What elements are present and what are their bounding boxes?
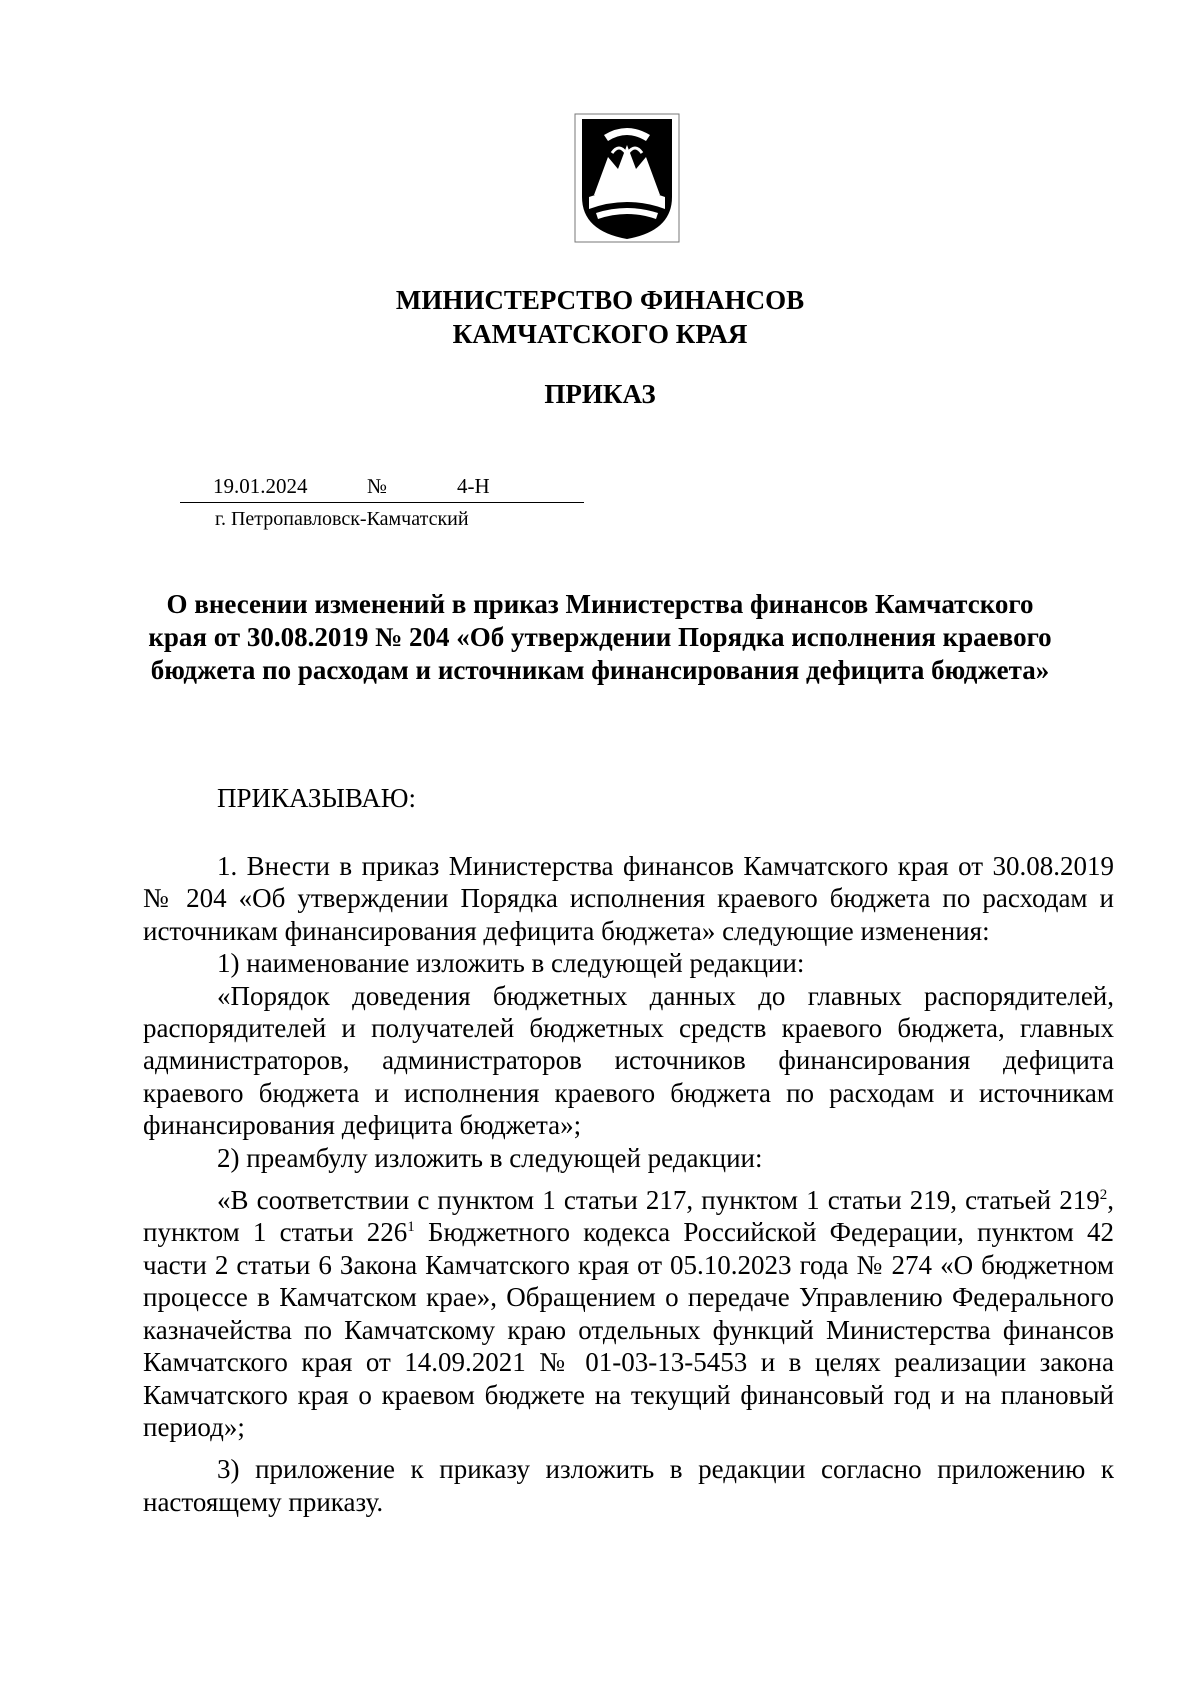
order-date: 19.01.2024 xyxy=(213,474,308,498)
paragraph-5-part-c: Бюджетного кодекса Российской Федерации, пунктом 42 части 2 статьи 6 Закона Камчатского края от 05.10.2023 года № 274 «О бюджетном процессе в Камчатском крае», Обращением о передаче Управлению Федерального казначейства по Камчатскому краю отдельных функций Министерства финансов Камчатского края от 14.09.2021 № 01-03-13-5453 и в целях реализации закона Камчатского края о краевом бюджете на текущий финансовый год и на плановый период»; xyxy=(143,1217,1115,1442)
order-body xyxy=(143,850,1114,1518)
number-sign: № xyxy=(367,474,388,498)
kamchatka-coat-of-arms-icon xyxy=(574,113,680,243)
paragraph-1: 1. Внести в приказ Министерства финансов Камчатского края от 30.08.2019 № 204 «Об утверждении Порядка исполнения краевого бюджета по расходам и источникам финансирования дефицита бюджета» следующие изменения: xyxy=(143,851,1114,946)
paragraph-2: 1) наименование изложить в следующей редакции: xyxy=(217,948,805,979)
paragraph-3: «Порядок доведения бюджетных данных до главных распорядителей, распорядителей и получателей бюджетных средств краевого бюджета, главных администраторов, администраторов источников финансирования дефицита краевого бюджета и исполнения краевого бюджета по расходам и источникам финансирования дефицита бюджета»; xyxy=(143,980,1114,1141)
paragraph-4: 2) преамбулу изложить в следующей редакции: xyxy=(217,1142,763,1173)
document-type: ПРИКАЗ xyxy=(544,379,656,409)
ministry-line-1: МИНИСТЕРСТВО ФИНАНСОВ xyxy=(395,285,805,315)
order-subject: О внесении изменений в приказ Министерства финансов Камчатского края от 30.08.2019 № 204 «Об утверждении Порядка исполнения краевого бюджета по расходам и источникам финансирования дефицита бюджета» xyxy=(148,589,1052,685)
city: г. Петропавловск-Камчатский xyxy=(215,508,469,530)
ministry-name xyxy=(0,283,1200,351)
paragraph-5-part-a: «В соответствии с пунктом 1 статьи 217, пунктом 1 статьи 219, статьей 219 xyxy=(217,1185,1100,1216)
paragraph-6: 3) приложение к приказу изложить в редакции согласно приложению к настоящему приказу. xyxy=(143,1454,1114,1517)
paragraph-5-part-b: , пунктом 1 статьи 226 xyxy=(143,1185,1114,1248)
date-number-line xyxy=(180,470,584,503)
superscript-2: 2 xyxy=(1099,1187,1108,1204)
order-number: 4-Н xyxy=(457,474,490,498)
paragraph-5 xyxy=(143,1184,1114,1443)
order-word: ПРИКАЗЫВАЮ: xyxy=(217,783,416,813)
superscript-1: 1 xyxy=(407,1219,415,1236)
ministry-line-2: КАМЧАТСКОГО КРАЯ xyxy=(452,319,748,349)
